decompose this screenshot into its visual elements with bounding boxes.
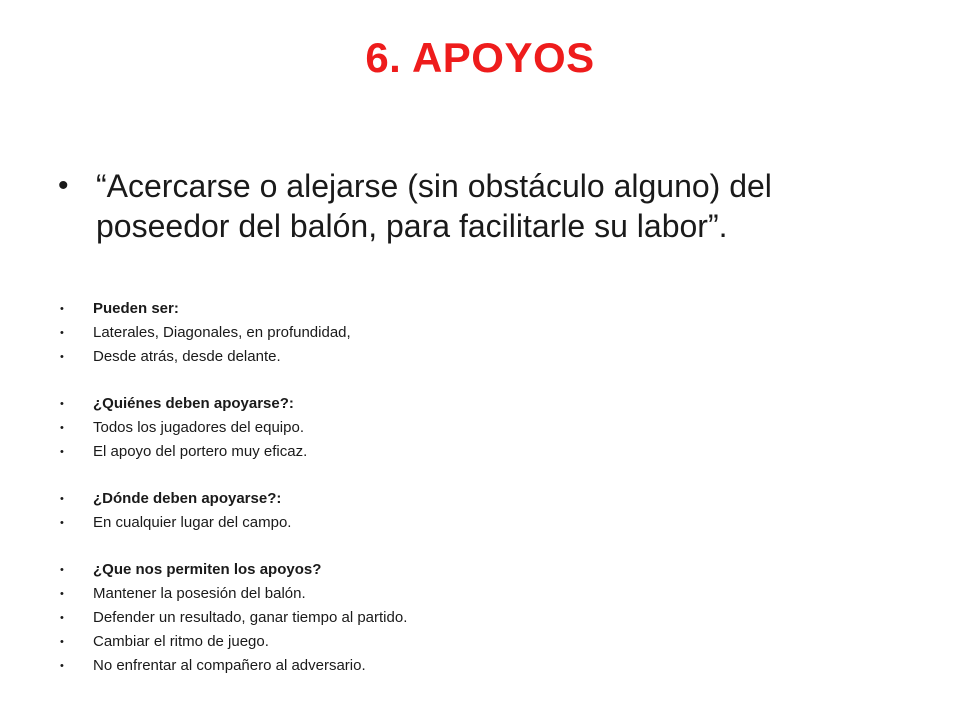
list-item-text: Mantener la posesión del balón. <box>93 585 306 602</box>
bullet-icon: • <box>60 446 64 458</box>
list-item-text: Laterales, Diagonales, en profundidad, <box>93 324 351 341</box>
main-point <box>58 166 858 246</box>
list-item <box>58 440 878 464</box>
list-item-text: El apoyo del portero muy eficaz. <box>93 443 308 460</box>
list-item-text: Defender un resultado, ganar tiempo al partido. <box>93 609 408 626</box>
list-item <box>58 606 878 630</box>
bullet-icon: • <box>60 398 64 410</box>
bullet-icon: • <box>60 588 64 600</box>
bullet-icon: • <box>60 564 64 576</box>
list-heading-text: ¿Que nos permiten los apoyos? <box>93 561 322 578</box>
bullet-icon: • <box>60 612 64 624</box>
bullet-icon: • <box>60 636 64 648</box>
slide-title: 6. APOYOS <box>365 34 595 81</box>
list-item-text: Desde atrás, desde delante. <box>93 348 281 365</box>
list-spacer <box>58 535 878 558</box>
list-item <box>58 345 878 369</box>
list-item <box>58 582 878 606</box>
list-heading-text: ¿Quiénes deben apoyarse?: <box>93 395 294 412</box>
list-heading <box>58 297 878 321</box>
list-item-text: En cualquier lugar del campo. <box>93 514 292 531</box>
bullet-icon: • <box>60 660 64 672</box>
list-item <box>58 654 878 678</box>
bullet-icon: • <box>60 517 64 529</box>
list-heading <box>58 558 878 582</box>
list-item <box>58 321 878 345</box>
list-item-text: Cambiar el ritmo de juego. <box>93 633 269 650</box>
bullet-list <box>58 297 878 678</box>
list-heading <box>58 487 878 511</box>
main-point-text: “Acercarse o alejarse (sin obstáculo alguno) del poseedor del balón, para facilitarle su labor”. <box>96 168 772 244</box>
bullet-icon: • <box>60 493 64 505</box>
list-item <box>58 630 878 654</box>
list-item <box>58 416 878 440</box>
list-heading-text: Pueden ser: <box>93 300 179 317</box>
list-spacer <box>58 464 878 487</box>
bullet-icon: • <box>60 303 64 315</box>
list-spacer <box>58 369 878 392</box>
list-item-text: No enfrentar al compañero al adversario. <box>93 657 366 674</box>
list-item <box>58 511 878 535</box>
bullet-icon: • <box>60 422 64 434</box>
bullet-icon: • <box>60 351 64 363</box>
list-heading-text: ¿Dónde deben apoyarse?: <box>93 490 282 507</box>
bullet-icon: • <box>58 169 69 202</box>
bullet-icon: • <box>60 327 64 339</box>
list-item-text: Todos los jugadores del equipo. <box>93 419 304 436</box>
list-heading <box>58 392 878 416</box>
